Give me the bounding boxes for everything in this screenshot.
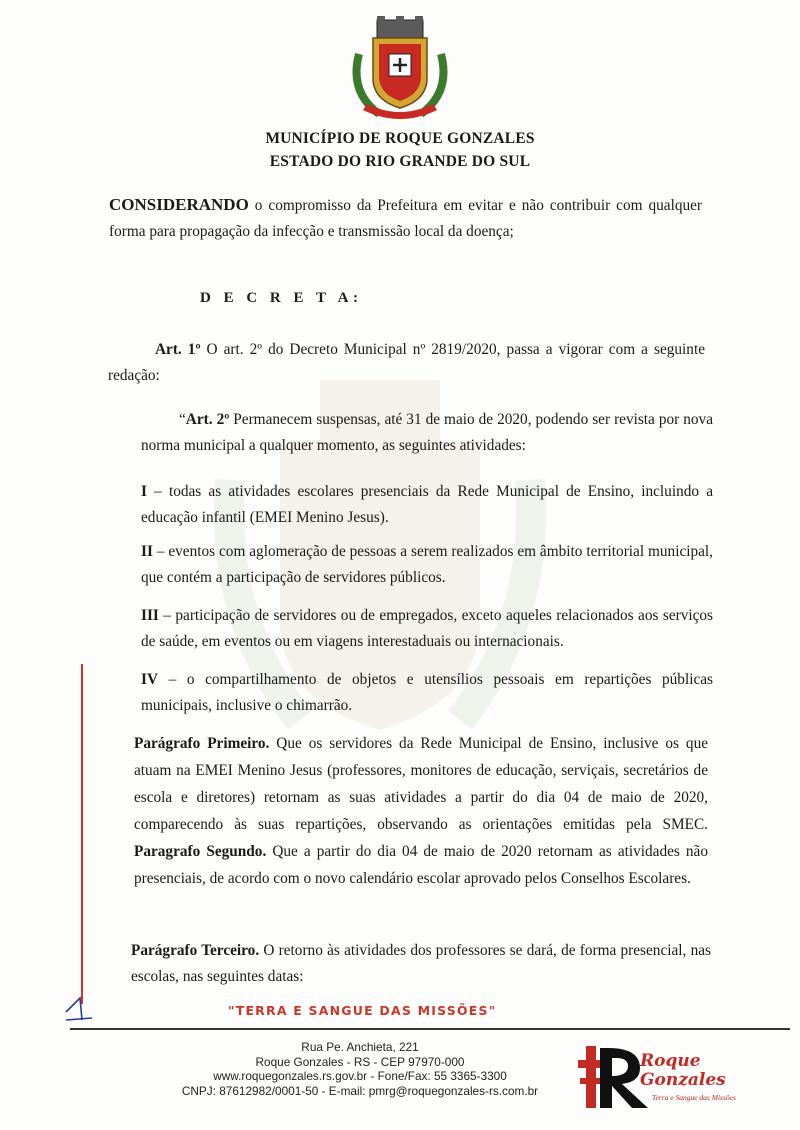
address-city: Roque Gonzales - RS - CEP 97970-000 [255, 1054, 465, 1069]
item-i-keyword: I [141, 483, 147, 500]
address-web-phone: www.roquegonzales.rs.gov.br - Fone/Fax: 55 3365-3300 [213, 1069, 507, 1084]
considerando-keyword: CONSIDERANDO [109, 195, 249, 214]
item-i-paragraph [141, 479, 713, 531]
article-1-paragraph [108, 337, 705, 389]
item-iii-keyword: III [141, 607, 159, 624]
item-iv-keyword: IV [141, 671, 158, 688]
initials-scribble-icon [62, 990, 98, 1026]
decreta-heading: D E C R E T A: [200, 290, 363, 306]
item-ii-paragraph [141, 539, 713, 591]
margin-red-line [81, 664, 83, 1004]
item-iii-text: – participação de servidores ou de empregados, exceto aqueles relacionados aos serviços de saúde, em eventos ou em viagens interestaduais ou internacionais. [141, 607, 713, 650]
footer-logo-name [640, 1052, 726, 1090]
paragraph-2-text: Que a partir do dia 04 de maio de 2020 retornam as atividades não presenciais, de acordo com o novo calendário escolar aprovado pelos Conselhos Escolares. [134, 843, 708, 887]
footer-slogan: "TERRA E SANGUE DAS MISSÕES" [228, 1003, 497, 1018]
article-2-keyword: Art. 2º [185, 411, 230, 428]
considerando-text: o compromisso da Prefeitura em evitar e não contribuir com qualquer forma para propagação da infecção e transmissão local da doença; [109, 197, 702, 240]
article-2-open-quote: “ [179, 411, 186, 428]
item-i-text: – todas as atividades escolares presenciais da Rede Municipal de Ensino, incluindo a educação infantil (EMEI Menino Jesus). [141, 483, 713, 526]
footer-logo-tagline: Terra e Sangue das Missões [652, 1093, 736, 1102]
considerando-paragraph [109, 192, 702, 245]
paragraph-3-text: O retorno às atividades dos professores se dará, de forma presencial, nas escolas, nas seguintes datas: [131, 942, 711, 985]
state-title: ESTADO DO RIO GRANDE DO SUL [269, 153, 531, 170]
footer-logo-line2: Gonzales [640, 1070, 726, 1090]
footer-logo-line1: Roque [640, 1051, 701, 1071]
municipality-title: MUNICÍPIO DE ROQUE GONZALES [265, 130, 535, 147]
paragraph-3 [131, 938, 711, 990]
item-ii-keyword: II [141, 543, 153, 560]
item-iv-text: – o compartilhamento de objetos e utensílios pessoais em repartições públicas municipais, inclusive o chimarrão. [141, 671, 713, 714]
paragraph-3-keyword: Parágrafo Terceiro. [131, 942, 260, 959]
article-2-text: Permanecem suspensas, até 31 de maio de 2020, podendo ser revista por nova norma municipal a qualquer momento, as seguintes atividades: [141, 411, 713, 454]
article-1-keyword: Art. 1º [155, 341, 201, 358]
paragraph-1-text: Que os servidores da Rede Municipal de Ensino, inclusive os que atuam na EMEI Menino Jesus (professores, monitores de educação, serviçais, secretários de escola e diretores) retornam as suas atividades a partir do dia 04 de maio de 2020, comparecendo às suas repartições, observando as orientações emitidas pela SMEC. [134, 735, 709, 833]
item-iii-paragraph [141, 603, 713, 655]
item-iv-paragraph [141, 667, 713, 719]
article-2-paragraph [141, 407, 713, 459]
address-street: Rua Pe. Anchieta, 221 [301, 1040, 419, 1054]
article-1-text: O art. 2º do Decreto Municipal nº 2819/2020, passa a vigorar com a seguinte redação: [108, 341, 705, 384]
address-cnpj-email: CNPJ: 87612982/0001-50 - E-mail: pmrg@roquegonzales-rs.com.br [181, 1083, 539, 1098]
municipal-crest-icon [345, 14, 455, 124]
paragraph-1-keyword: Parágrafo Primeiro. [134, 735, 270, 752]
item-ii-text: – eventos com aglomeração de pessoas a serem realizados em âmbito territorial municipal, que contém a participação de servidores públicos. [141, 543, 713, 586]
footer-divider [70, 1028, 790, 1030]
paragraph-1-and-2-block [134, 730, 708, 892]
paragraph-2-keyword: Paragrafo Segundo. [134, 843, 267, 860]
footer-address [150, 1040, 570, 1098]
